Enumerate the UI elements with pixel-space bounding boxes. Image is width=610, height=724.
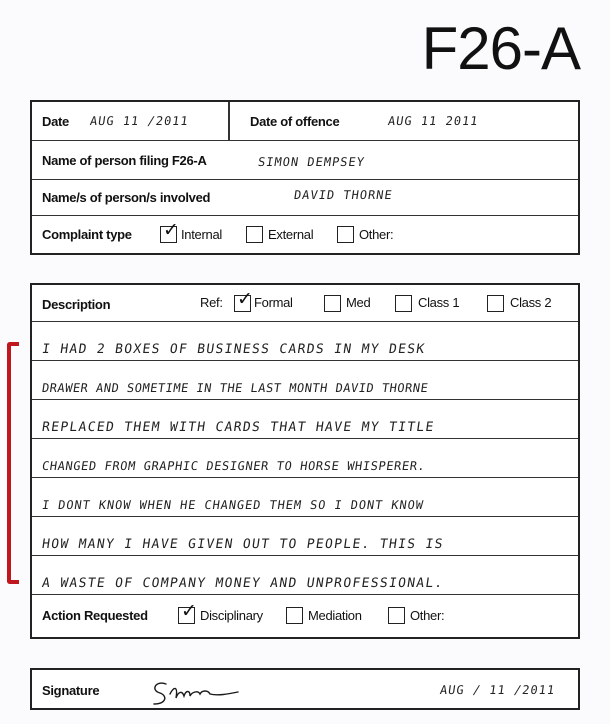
description-section	[30, 283, 580, 639]
med-checkbox[interactable]	[324, 295, 341, 312]
filer-label: Name of person filing F26-A	[42, 153, 207, 168]
check-mark-icon: ✓	[163, 219, 179, 241]
formal-option-label: Formal	[254, 295, 293, 310]
other-action-checkbox[interactable]	[388, 607, 405, 624]
description-line	[32, 556, 578, 595]
description-line-text[interactable]: I DONT KNOW WHEN HE CHANGED THEM SO I DONT KNOW	[41, 498, 425, 512]
external-option-label: External	[268, 227, 314, 242]
date-value[interactable]: AUG 11 /2011	[89, 114, 190, 128]
description-line-text[interactable]: A WASTE OF COMPANY MONEY AND UNPROFESSIONAL.	[40, 576, 445, 591]
med-option-label: Med	[346, 295, 371, 310]
involved-value[interactable]: DAVID THORNE	[293, 188, 394, 202]
external-checkbox[interactable]	[246, 226, 263, 243]
involved-row	[32, 180, 578, 216]
other-action-option-label: Other:	[410, 608, 445, 623]
complaint-label: Complaint type	[42, 227, 132, 242]
action-row	[32, 595, 578, 637]
ref-label: Ref:	[200, 295, 223, 310]
form-id: F26-A	[421, 15, 580, 82]
other-complaint-checkbox[interactable]	[337, 226, 354, 243]
date-row	[32, 102, 578, 141]
filer-row	[32, 141, 578, 180]
filer-value[interactable]: SIMON DEMPSEY	[257, 155, 366, 169]
signature-section	[30, 668, 580, 710]
other-complaint-option-label: Other:	[359, 227, 394, 242]
check-mark-icon: ✓	[237, 288, 253, 310]
mediation-option-label: Mediation	[308, 608, 362, 623]
description-line	[32, 517, 578, 556]
description-line-text[interactable]: HOW MANY I HAVE GIVEN OUT TO PEOPLE. THIS IS	[40, 537, 445, 552]
description-line-text[interactable]: I HAD 2 BOXES OF BUSINESS CARDS IN MY DESK	[40, 342, 427, 357]
signature-scribble-icon[interactable]	[148, 676, 258, 708]
description-header-row	[32, 285, 578, 322]
class1-checkbox[interactable]	[395, 295, 412, 312]
disciplinary-option-label: Disciplinary	[200, 608, 263, 623]
complaint-row	[32, 216, 578, 253]
description-line	[32, 361, 578, 400]
internal-checkbox[interactable]	[160, 219, 179, 243]
disciplinary-checkbox[interactable]	[178, 600, 197, 624]
header-section	[30, 100, 580, 255]
class2-checkbox[interactable]	[487, 295, 504, 312]
signature-date-value[interactable]: AUG / 11 /2011	[439, 683, 557, 697]
description-line-text[interactable]: DRAWER AND SOMETIME IN THE LAST MONTH DAVID THORNE	[41, 381, 430, 395]
date-label: Date	[42, 114, 69, 129]
description-line	[32, 439, 578, 478]
involved-label: Name/s of person/s involved	[42, 190, 211, 205]
mediation-checkbox[interactable]	[286, 607, 303, 624]
description-line	[32, 400, 578, 439]
red-bracket-annotation	[7, 342, 19, 584]
description-line	[32, 478, 578, 517]
description-line	[32, 322, 578, 361]
formal-checkbox[interactable]	[234, 288, 253, 312]
offence-label: Date of offence	[250, 114, 340, 129]
signature-label: Signature	[42, 683, 100, 698]
offence-value[interactable]: AUG 11 2011	[387, 114, 480, 128]
action-label: Action Requested	[42, 608, 148, 623]
description-line-text[interactable]: REPLACED THEM WITH CARDS THAT HAVE MY TITLE	[40, 420, 436, 435]
date-divider	[228, 102, 230, 140]
class1-option-label: Class 1	[418, 295, 460, 310]
class2-option-label: Class 2	[510, 295, 552, 310]
description-label: Description	[42, 297, 111, 312]
description-line-text[interactable]: CHANGED FROM GRAPHIC DESIGNER TO HORSE WHISPERER.	[41, 459, 427, 473]
internal-option-label: Internal	[181, 227, 222, 242]
check-mark-icon: ✓	[181, 600, 197, 622]
